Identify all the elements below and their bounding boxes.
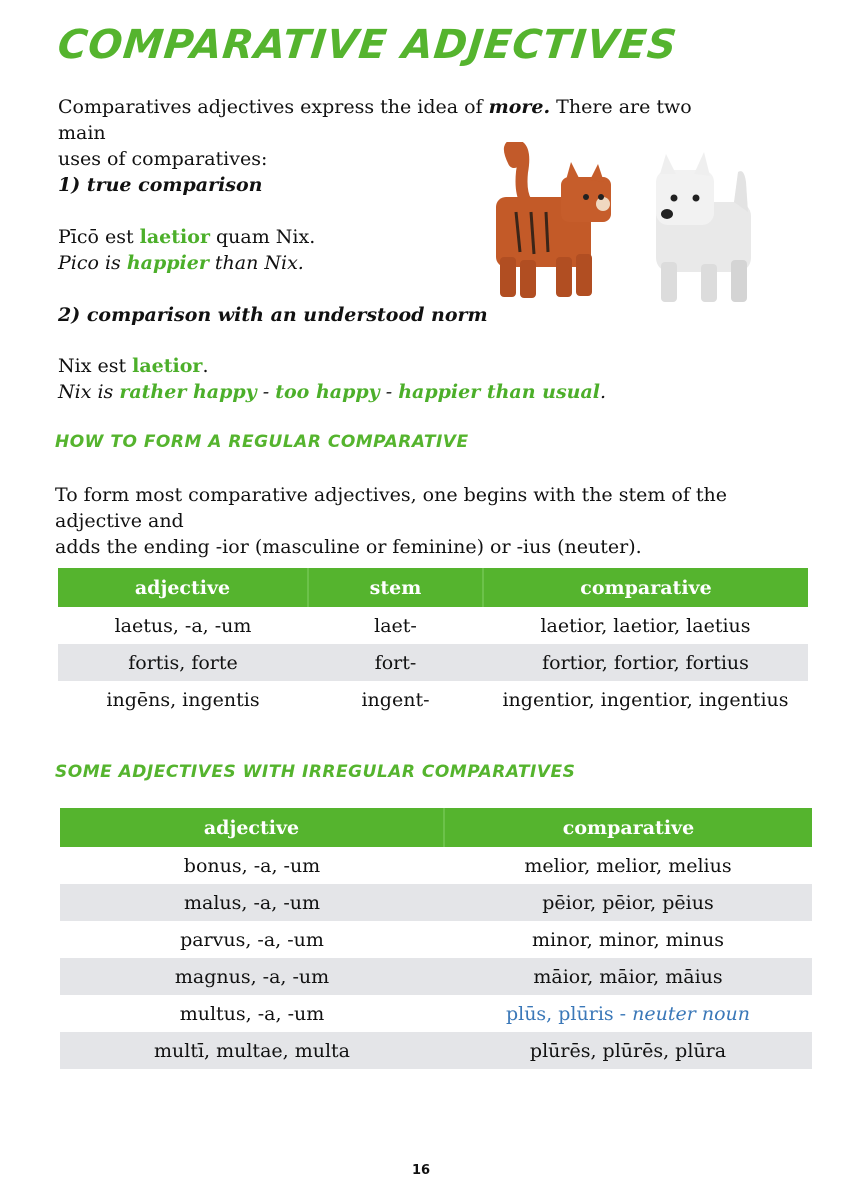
cat-and-dog-illustration xyxy=(486,142,756,312)
table-cell: ingēns, ingentis xyxy=(106,688,260,711)
table-cell: laetior, laetior, laetius xyxy=(540,614,751,637)
table-header-row xyxy=(58,568,808,607)
table-cell: pēior, pēior, pēius xyxy=(444,884,812,921)
col-header-comparative: comparative xyxy=(483,568,808,607)
col-header-adjective: adjective xyxy=(60,808,444,847)
regular-comparatives-table xyxy=(58,568,808,718)
col-header-comparative: comparative xyxy=(444,808,812,847)
table-cell-plus: plūs, plūris - neuter noun xyxy=(505,1002,751,1025)
cat-figure-icon xyxy=(496,145,611,298)
table-header-row xyxy=(60,808,812,847)
table-cell: parvus, -a, -um xyxy=(180,928,324,951)
table-row xyxy=(58,644,808,681)
table-cell: plūrēs, plūrēs, plūra xyxy=(444,1032,812,1069)
dog-figure-icon xyxy=(656,152,751,302)
col-header-stem: stem xyxy=(308,568,483,607)
table-cell: ingentior, ingentior, ingentius xyxy=(502,688,789,711)
use1-latin: Pīcō est laetior quam Nix. xyxy=(58,226,316,248)
use1-heading: 1) true comparison xyxy=(58,174,263,196)
table-row xyxy=(60,1032,812,1069)
table-row xyxy=(60,995,812,1032)
table-cell: minor, minor, minus xyxy=(531,928,724,951)
table-cell: fort- xyxy=(308,644,483,681)
table-cell: fortis, forte xyxy=(58,644,308,681)
table-row xyxy=(60,958,812,995)
use1-english: Pico is happier than Nix. xyxy=(58,252,304,274)
section1-text: To form most comparative adjectives, one begins with the stem of the adjective and adds the ending -ior (masculine or feminine) or -ius (neuter). xyxy=(55,484,728,558)
table-cell: laet- xyxy=(374,614,417,637)
table-cell: laetus, -a, -um xyxy=(114,614,252,637)
table-row xyxy=(60,921,812,958)
table-row xyxy=(58,681,808,718)
intro-paragraph: Comparatives adjectives express the idea of more. There are two main uses of comparatives: xyxy=(58,96,692,170)
table-row xyxy=(60,847,812,884)
table-cell: ingent- xyxy=(361,688,430,711)
table-cell: fortior, fortior, fortius xyxy=(483,644,808,681)
use2-english: Nix is rather happy - too happy - happier than usual. xyxy=(58,381,607,403)
page-title: COMPARATIVE ADJECTIVES xyxy=(55,22,680,68)
section1-heading: HOW TO FORM A REGULAR COMPARATIVE xyxy=(55,432,469,452)
irregular-comparatives-table xyxy=(60,808,812,1069)
table-cell: malus, -a, -um xyxy=(60,884,444,921)
table-row xyxy=(58,607,808,644)
table-cell: magnus, -a, -um xyxy=(60,958,444,995)
col-header-adjective: adjective xyxy=(58,568,308,607)
table-cell: bonus, -a, -um xyxy=(183,854,321,877)
table-cell: multī, multae, multa xyxy=(60,1032,444,1069)
table-row xyxy=(60,884,812,921)
use2-latin: Nix est laetior. xyxy=(58,355,209,377)
page-number: 16 xyxy=(411,1163,431,1178)
section2-heading: SOME ADJECTIVES WITH IRREGULAR COMPARATIVES xyxy=(55,762,576,782)
table-cell: multus, -a, -um xyxy=(179,1002,325,1025)
table-cell: māior, māior, māius xyxy=(444,958,812,995)
table-cell: melior, melior, melius xyxy=(524,854,732,877)
use2-heading: 2) comparison with an understood norm xyxy=(58,304,488,326)
